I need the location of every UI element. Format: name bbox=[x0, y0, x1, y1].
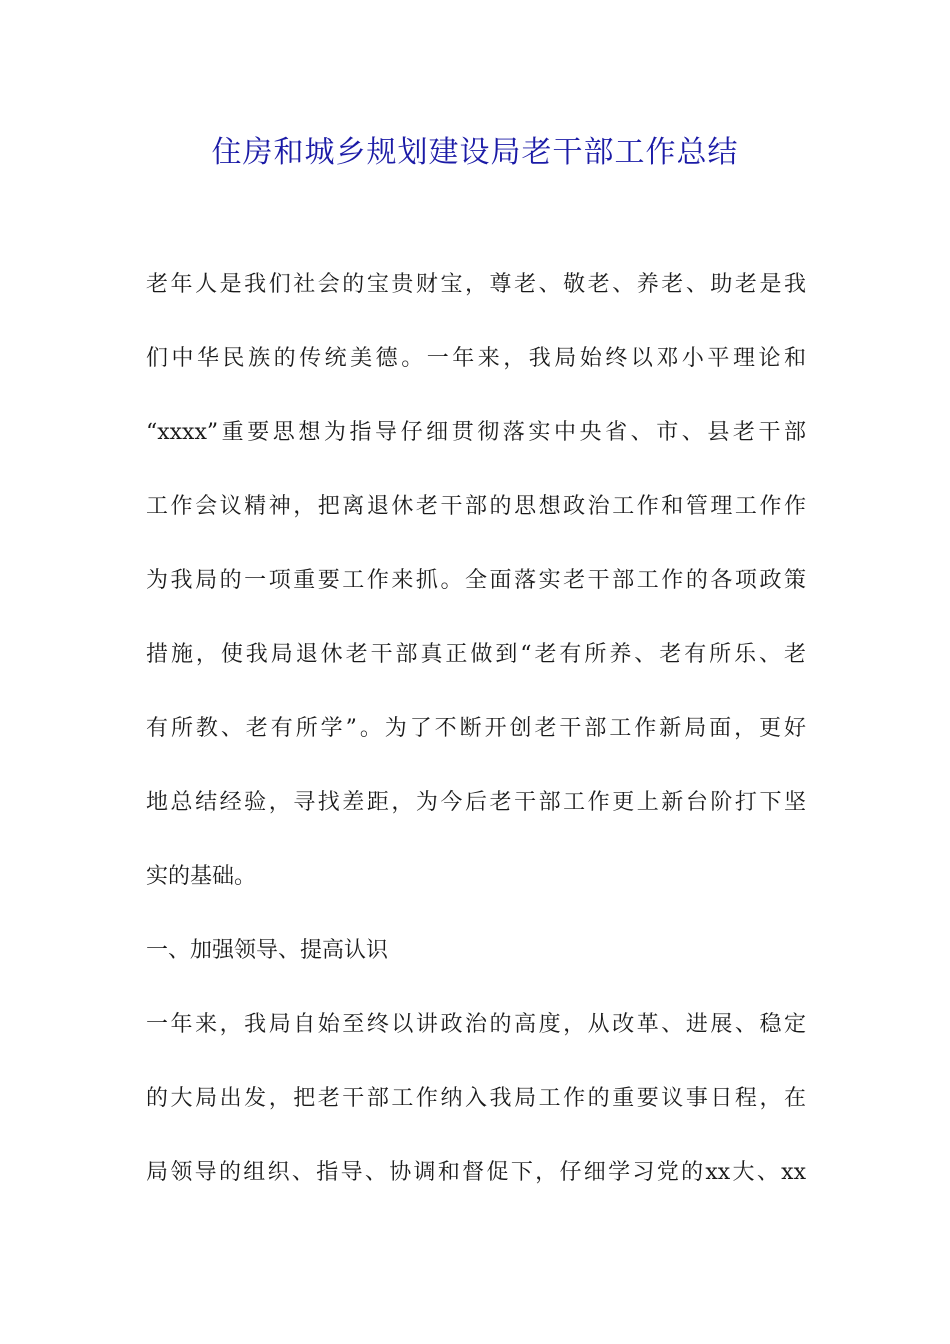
paragraph-line: 实的基础。 bbox=[146, 864, 257, 889]
paragraph-line: 有所教、老有所学”。为了不断开创老干部工作新局面，更好 bbox=[146, 716, 806, 741]
paragraph-line: 一年来，我局自始至终以讲政治的高度，从改革、进展、稳定 bbox=[146, 1012, 806, 1037]
section-heading: 一、加强领导、提高认识 bbox=[146, 938, 389, 963]
paragraph-line: “xxxx”重要思想为指导仔细贯彻落实中央省、市、县老干部 bbox=[146, 420, 806, 445]
paragraph-line: 的大局出发，把老干部工作纳入我局工作的重要议事日程，在 bbox=[146, 1086, 806, 1111]
document-title: 住房和城乡规划建设局老干部工作总结 bbox=[211, 135, 739, 170]
paragraph-line: 局领导的组织、指导、协调和督促下，仔细学习党的xx大、xx bbox=[146, 1160, 806, 1185]
paragraph-line: 老年人是我们社会的宝贵财宝，尊老、敬老、养老、助老是我 bbox=[146, 272, 806, 297]
paragraph-line: 措施，使我局退休老干部真正做到“老有所养、老有所乐、老 bbox=[146, 642, 806, 667]
paragraph-line: 为我局的一项重要工作来抓。全面落实老干部工作的各项政策 bbox=[146, 568, 806, 593]
paragraph-line: 地总结经验，寻找差距，为今后老干部工作更上新台阶打下坚 bbox=[146, 790, 806, 815]
paragraph-line: 们中华民族的传统美德。一年来，我局始终以邓小平理论和 bbox=[146, 346, 806, 371]
paragraph-line: 工作会议精神，把离退休老干部的思想政治工作和管理工作作 bbox=[146, 494, 806, 519]
